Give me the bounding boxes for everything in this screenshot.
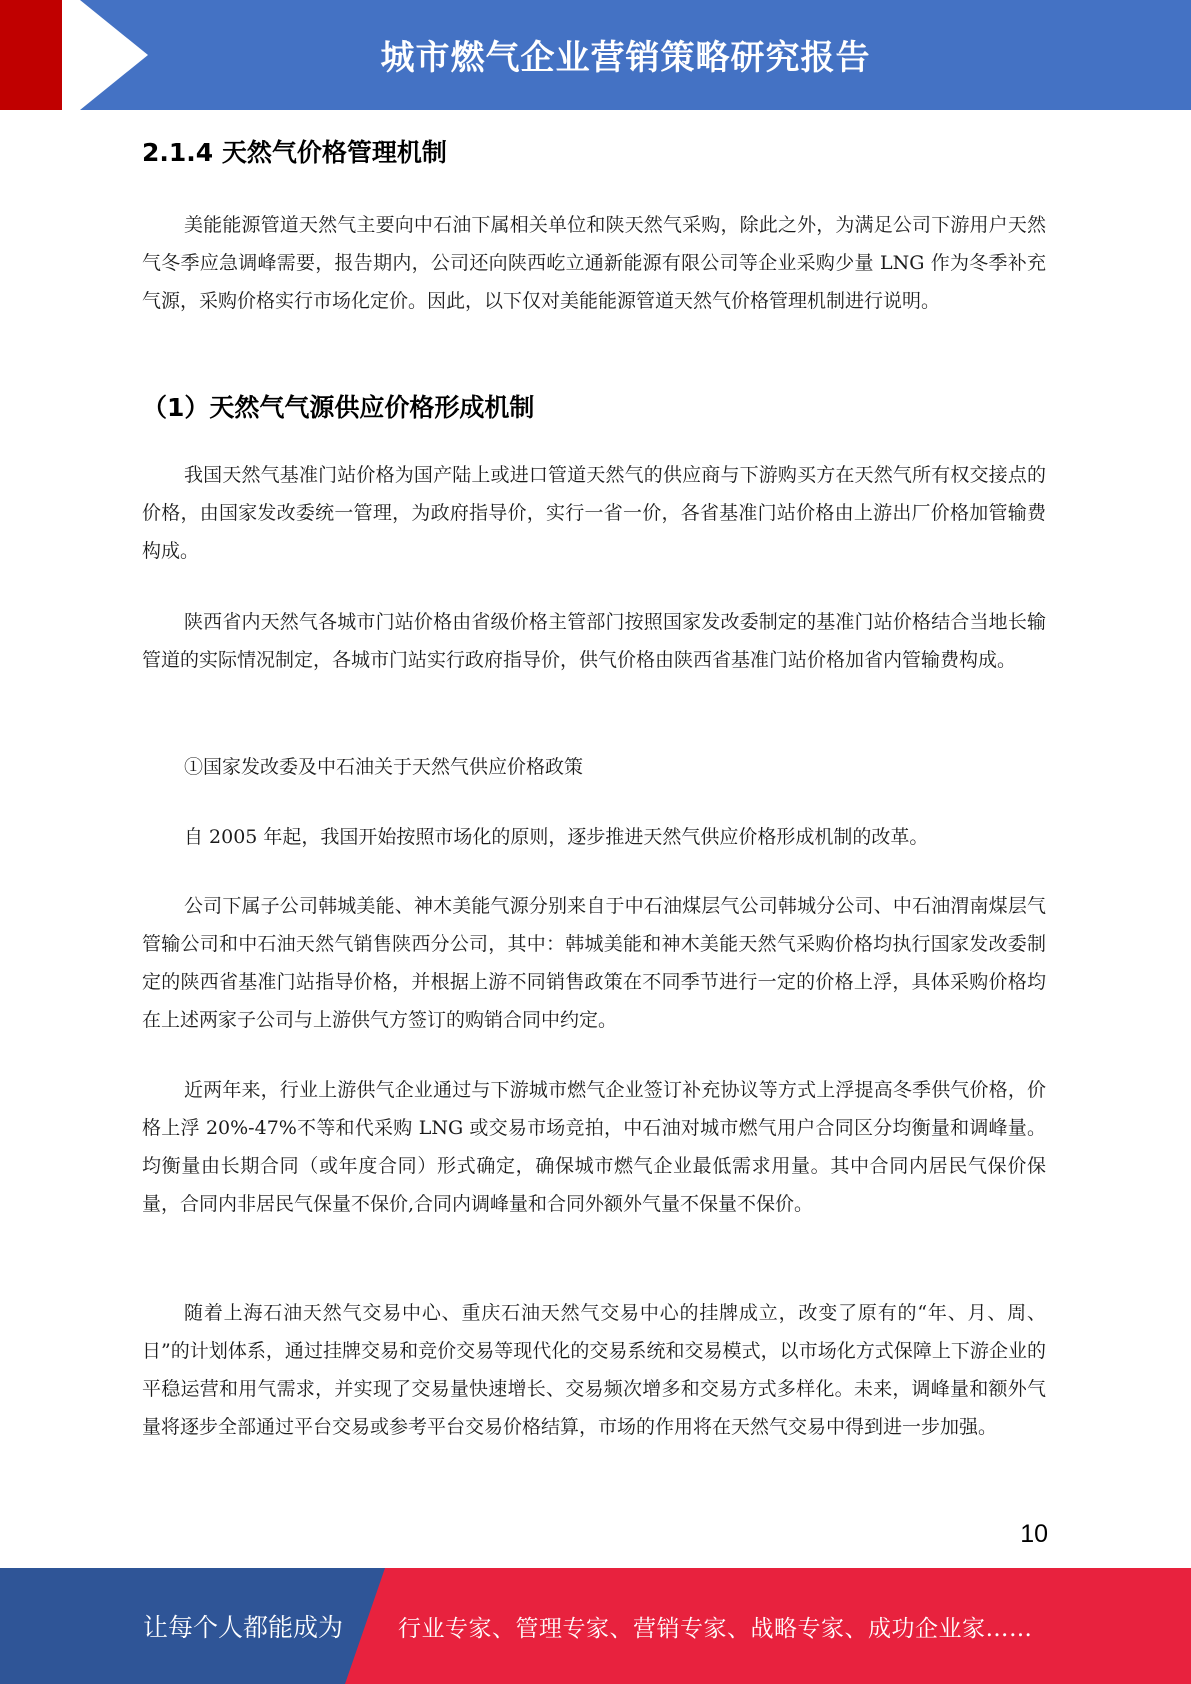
section-intro-paragraph: 美能能源管道天然气主要向中石油下属相关单位和陕天然气采购，除此之外，为满足公司下游用户天然气冬季应急调峰需要，报告期内，公司还向陕西屹立通新能源有限公司等企业采购少量 LNG 作为冬季补充气源，采购价格实行市场化定价。因此，以下仅对美能能源管道天然气价格管理机制进行说明。 [142,214,1046,312]
subsection-heading: （1）天然气气源供应价格形成机制 [142,393,535,422]
footer-slogan-left: 让每个人都能成为 [143,1613,344,1642]
header-title: 城市燃气企业营销策略研究报告 [380,38,871,78]
paragraph-winter-price-float: 近两年来，行业上游供气企业通过与下游城市燃气企业签订补充协议等方式上浮提高冬季供气价格，价格上浮 20%-47%不等和代采购 LNG 或交易市场竞拍，中石油对城市燃气用户合同区分均衡量和调峰量。均衡量由长期合同（或年度合同）形式确定，确保城市燃气企业最低需求用量。其中合同内居民气保价保量，合同内非居民气保量不保价,合同内调峰量和合同外额外气量不保量不保价。 [142,1079,1046,1215]
paragraph-subsidiary-sources: 公司下属子公司韩城美能、神木美能气源分别来自于中石油煤层气公司韩城分公司、中石油渭南煤层气管输公司和中石油天然气销售陕西分公司，其中：韩城美能和神木美能天然气采购价格均执行国家发改委制定的陕西省基准门站指导价格，并根据上游不同销售政策在不同季节进行一定的价格上浮，具体采购价格均在上述两家子公司与上游供气方签订的购销合同中约定。 [142,895,1046,1031]
page-number: 10 [1020,1520,1048,1548]
section-heading: 2.1.4 天然气价格管理机制 [142,138,447,167]
paragraph-shaanxi-gate-price: 陕西省内天然气各城市门站价格由省级价格主管部门按照国家发改委制定的基准门站价格结合当地长输管道的实际情况制定，各城市门站实行政府指导价，供气价格由陕西省基准门站价格加省内管输费构成。 [142,611,1046,671]
paragraph-trading-centers: 随着上海石油天然气交易中心、重庆石油天然气交易中心的挂牌成立，改变了原有的“年、月、周、日”的计划体系，通过挂牌交易和竞价交易等现代化的交易系统和交易模式，以市场化方式保障上下游企业的平稳运营和用气需求，并实现了交易量快速增长、交易频次增多和交易方式多样化。未来，调峰量和额外气量将逐步全部通过平台交易或参考平台交易价格结算，市场的作用将在天然气交易中得到进一步加强。 [142,1302,1046,1438]
paragraph-base-gate-price: 我国天然气基准门站价格为国产陆上或进口管道天然气的供应商与下游购买方在天然气所有权交接点的价格，由国家发改委统一管理，为政府指导价，实行一省一价，各省基准门站价格由上游出厂价格加管输费构成。 [142,464,1046,562]
paragraph-marketization-2005: 自 2005 年起，我国开始按照市场化的原则，逐步推进天然气供应价格形成机制的改革。 [184,826,929,848]
page-header [0,0,1191,110]
paragraph-policy-subheading: ①国家发改委及中石油关于天然气供应价格政策 [184,756,584,778]
footer-slogan-right: 行业专家、管理专家、营销专家、战略专家、成功企业家…… [398,1616,1033,1642]
page-footer [0,1568,1191,1684]
